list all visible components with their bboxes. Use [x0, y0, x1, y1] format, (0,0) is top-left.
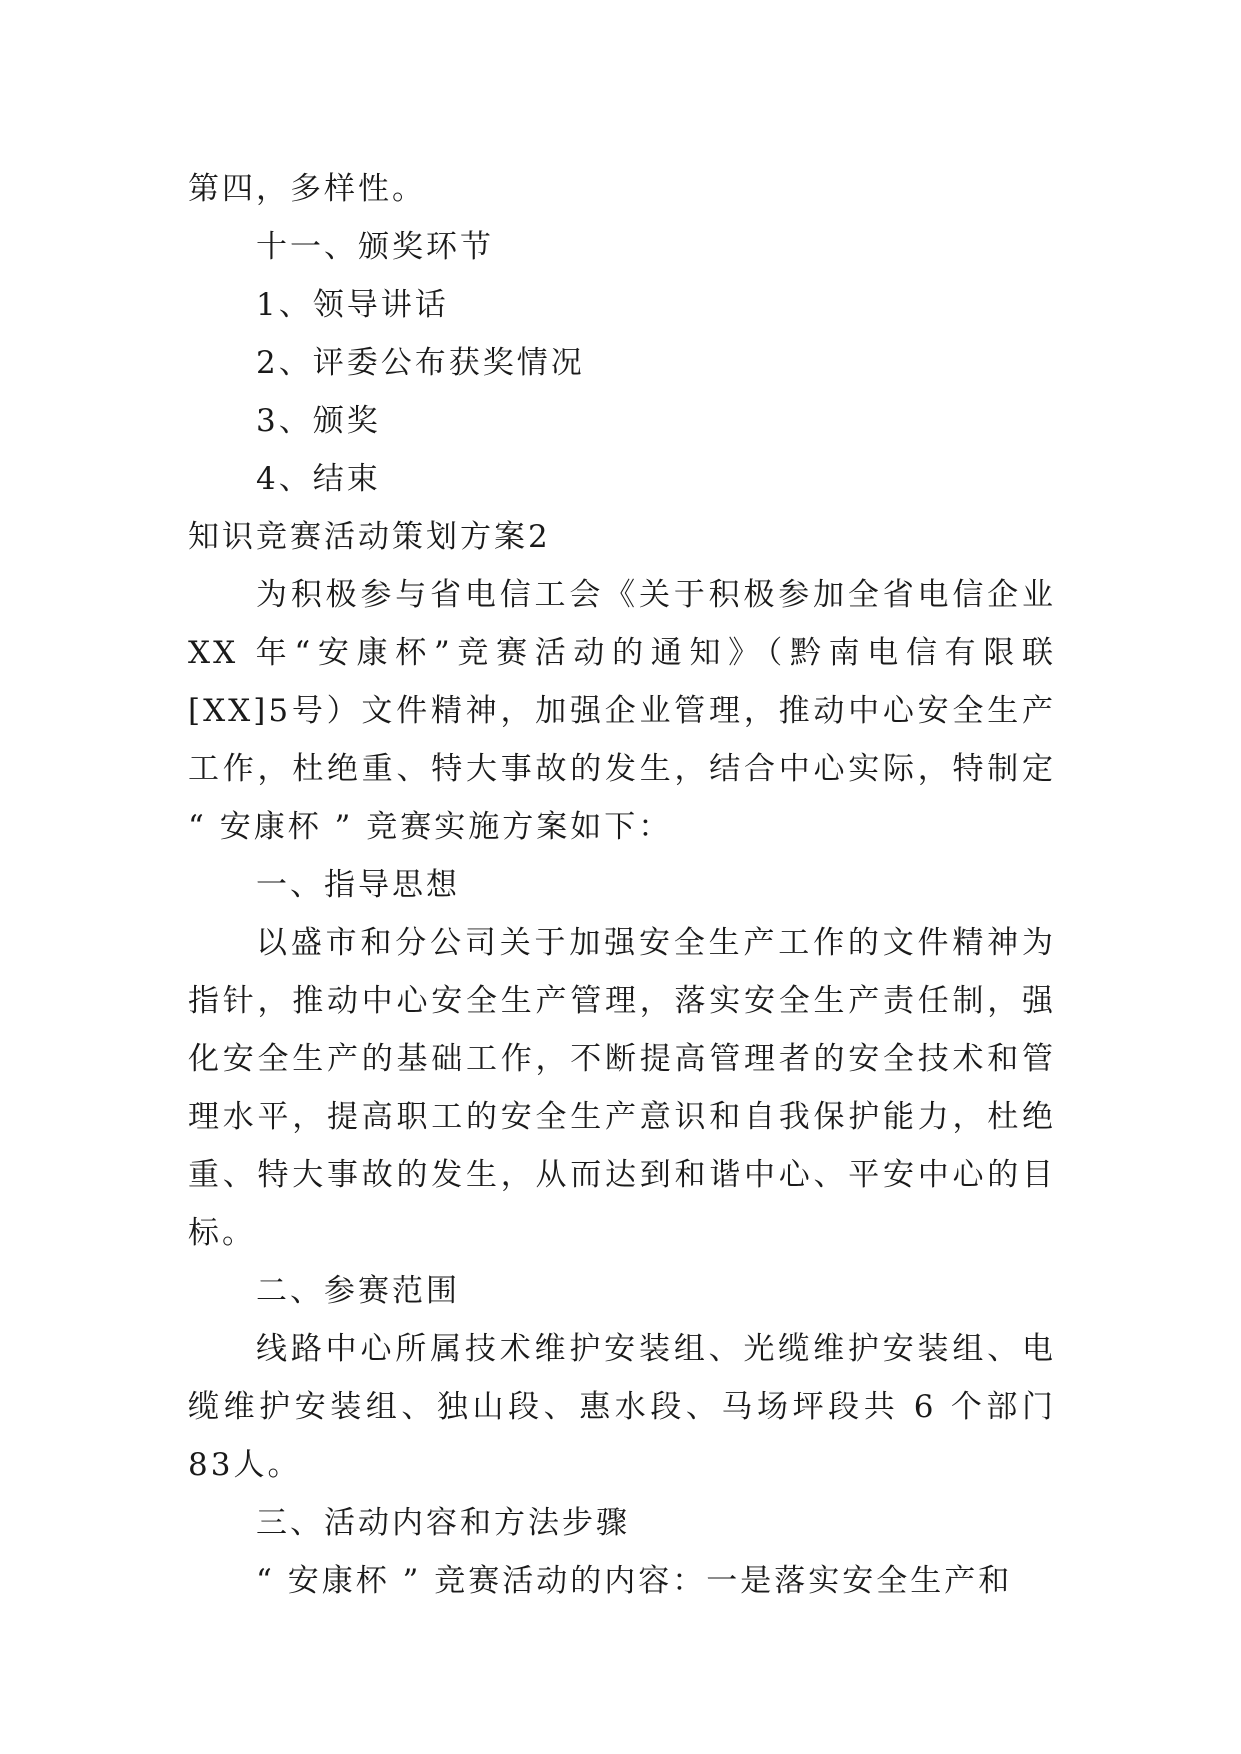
- section-heading-guiding: 一、指导思想: [256, 867, 460, 903]
- section-heading-award: 十一、颁奖环节: [256, 229, 494, 265]
- plan-title: 知识竞赛活动策划方案2: [188, 519, 551, 555]
- guiding-paragraph: 以盛市和分公司关于加强安全生产工作的文件精神为指针，推动中心安全生产管理，落实安全生产责任制，强化安全生产的基础工作，不断提高管理者的安全技术和管理水平，提高职工的安全生产意识和自我保护能力，杜绝重、特大事故的发生，从而达到和谐中心、平安中心的目标。: [188, 925, 1056, 1251]
- section-heading-scope: 二、参赛范围: [256, 1273, 460, 1309]
- section-heading-content: 三、活动内容和方法步骤: [256, 1505, 630, 1541]
- intro-paragraph: 为积极参与省电信工会《关于积极参加全省电信企业XX 年“安康杯”竞赛活动的通知》（黔南电信有限联 [XX]5号）文件精神，加强企业管理，推动中心安全生产工作，杜绝重、特大事故的发生，结合中心实际，特制定 “ 安康杯 ” 竞赛实施方案如下：: [188, 577, 1056, 845]
- award-item-4: 4、结束: [256, 461, 381, 497]
- content-paragraph: “ 安康杯 ” 竞赛活动的内容：一是落实安全生产和: [256, 1563, 1013, 1599]
- diversity-line: 第四，多样性。: [188, 171, 426, 207]
- document-body: [188, 160, 1056, 1610]
- scope-paragraph: 线路中心所属技术维护安装组、光缆维护安装组、电缆维护安装组、独山段、惠水段、马场坪段共 6 个部门 83人。: [188, 1331, 1056, 1483]
- award-item-3: 3、颁奖: [256, 403, 381, 439]
- award-item-2: 2、评委公布获奖情况: [256, 345, 585, 381]
- award-item-1: 1、领导讲话: [256, 287, 449, 323]
